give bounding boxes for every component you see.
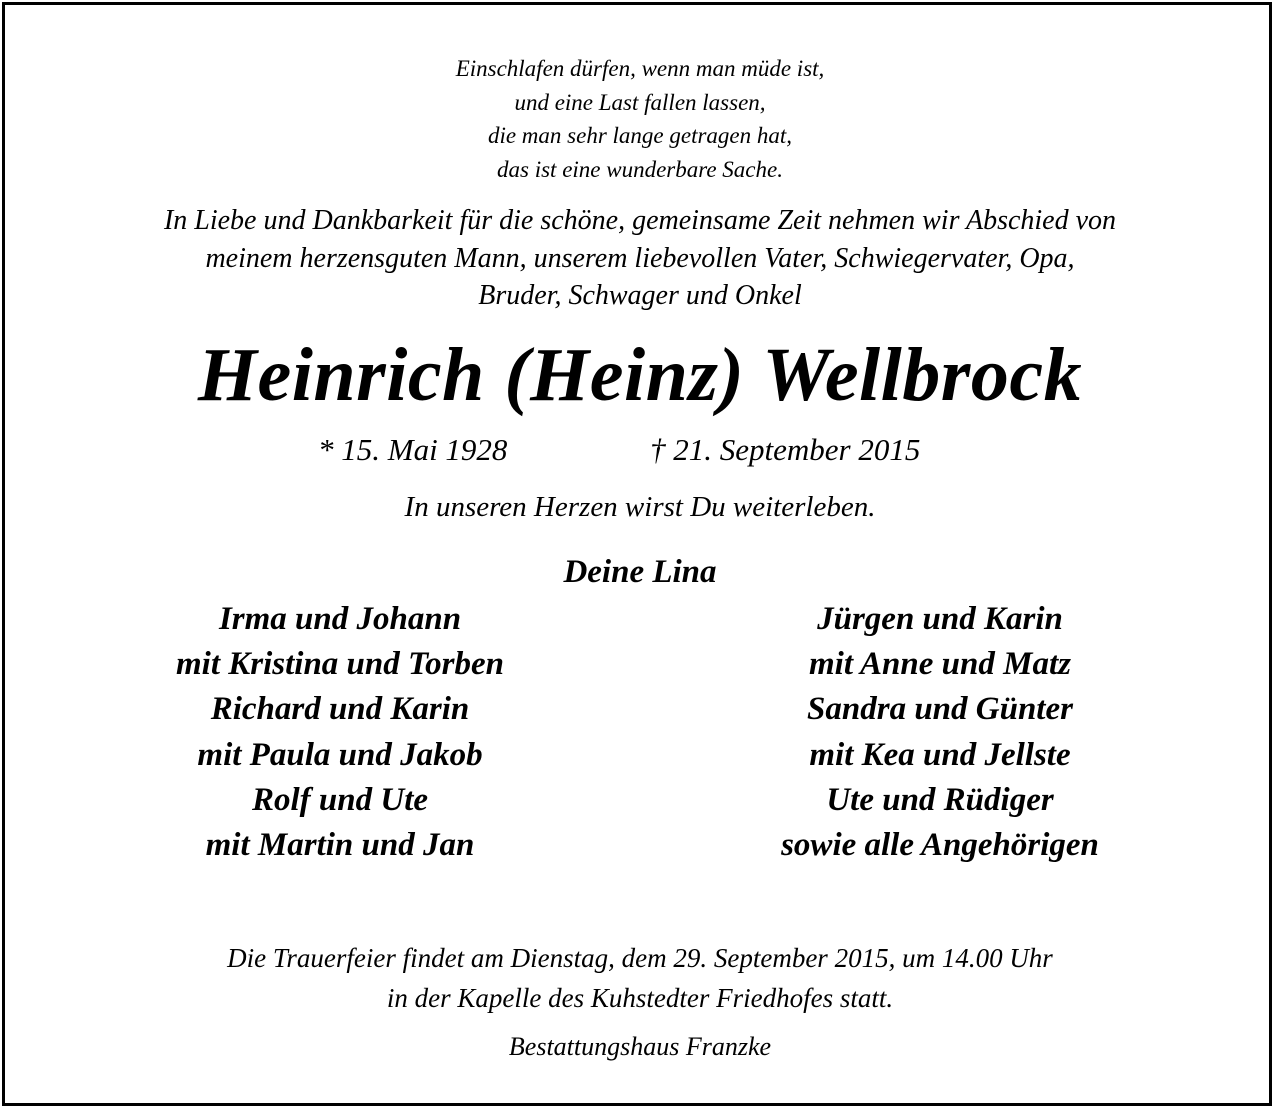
mourners-right-column xyxy=(640,597,1240,868)
poem-line: das ist eine wunderbare Sache. xyxy=(497,156,783,182)
funeral-ceremony-info xyxy=(0,939,1280,1018)
mourner-line: sowie alle Angehörigen xyxy=(781,827,1099,864)
intro-line: Bruder, Schwager und Onkel xyxy=(478,280,802,311)
mourner-line: Jürgen und Karin xyxy=(817,601,1063,637)
mourner-line: Richard und Karin xyxy=(210,691,470,728)
mourners-left-column xyxy=(40,597,640,868)
mourner-line: Rolf und Ute xyxy=(251,781,429,818)
mourner-line: mit Kea und Jellste xyxy=(809,736,1071,773)
memorial-motto: In unseren Herzen wirst Du weiterleben. xyxy=(404,491,876,523)
intro-line: In Liebe und Dankbarkeit für die schöne, gemeinsame Zeit nehmen wir Abschied von xyxy=(163,205,1117,236)
main-mourner: Deine Lina xyxy=(563,554,717,590)
memorial-poem xyxy=(0,52,1280,186)
mourner-line: mit Martin und Jan xyxy=(205,827,475,864)
mourner-line: Ute und Rüdiger xyxy=(826,781,1054,818)
ceremony-line: Die Trauerfeier findet am Dienstag, dem 29. September 2015, um 14.00 Uhr xyxy=(227,943,1053,973)
poem-line: Einschlafen dürfen, wenn man müde ist, xyxy=(455,56,825,81)
ceremony-line: in der Kapelle des Kuhstedter Friedhofes statt. xyxy=(386,982,894,1013)
farewell-intro xyxy=(0,202,1280,315)
intro-line: meinem herzensguten Mann, unserem liebevollen Vater, Schwiegervater, Opa, xyxy=(205,242,1075,274)
mourner-line: mit Kristina und Torben xyxy=(176,646,504,683)
deceased-name: Heinrich (Heinz) Wellbrock xyxy=(197,333,1083,417)
mourner-line: mit Anne und Matz xyxy=(809,646,1071,683)
poem-line: die man sehr lange getragen hat, xyxy=(487,123,793,148)
birth-date: * 15. Mai 1928 xyxy=(318,432,508,467)
mourner-line: Sandra und Günter xyxy=(807,691,1073,728)
undertaker-name: Bestattungshaus Franzke xyxy=(508,1032,772,1061)
mourner-line: mit Paula und Jakob xyxy=(197,736,483,773)
poem-line: und eine Last fallen lassen, xyxy=(514,89,766,115)
mourner-line: Irma und Johann xyxy=(218,601,462,637)
death-date: † 21. September 2015 xyxy=(650,432,921,467)
